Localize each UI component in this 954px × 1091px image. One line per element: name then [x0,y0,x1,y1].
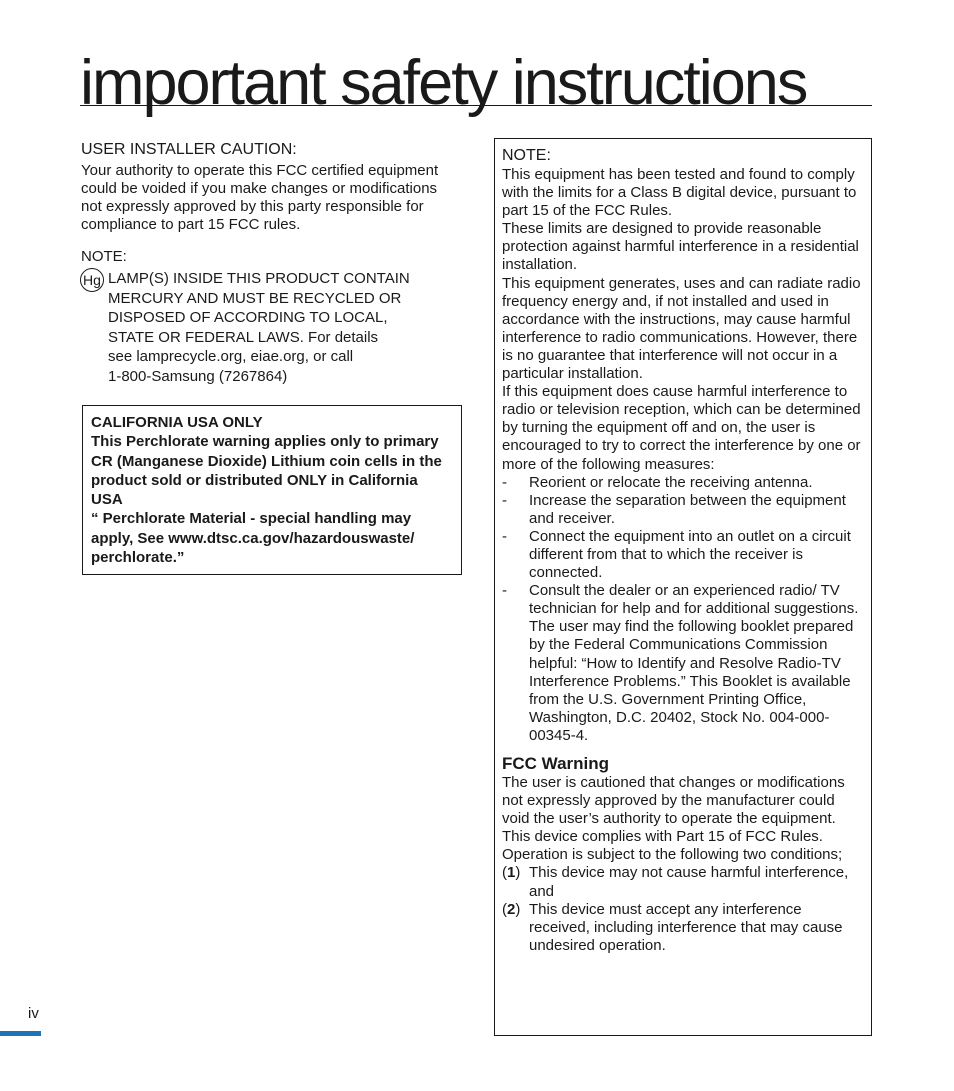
left-column [81,140,461,386]
measure-text: Connect the equipment into an outlet on a circuit different from that to which the receiver is connected. [529,527,851,582]
bullet-dash: - [502,491,507,509]
condition-number: (1) [502,864,521,882]
fcc-note-paragraph: This equipment has been tested and found to comply with the limits for a Class B digital device, pursuant to part 15 of the FCC Rules. [502,166,857,220]
california-heading: CALIFORNIA USA ONLY [91,414,263,431]
perchlorate-material-text: “ Perchlorate Material - special handling may apply, See www.dtsc.ca.gov/hazardouswaste/ perchlorate.” [91,510,415,567]
interference-measures-list [502,474,864,745]
california-perchlorate-box [82,405,462,575]
condition-number: (2) [502,900,521,918]
installer-caution-text: Your authority to operate this FCC certified equipment could be voided if you make changes or modifications not expressly approved by this party responsible for compliance to part 15 FCC rules. [81,162,439,233]
list-item [502,528,864,582]
mercury-notice-line: see lamprecycle.org, eiae.org, or call [108,348,354,365]
mercury-notice-line: MERCURY AND MUST BE RECYCLED OR [108,289,402,307]
fcc-warning-paragraph: The user is cautioned that changes or modifications not expressly approved by the manufacturer could void the user’s authority to operate the equipment. [502,774,845,828]
installer-caution-heading: USER INSTALLER CAUTION: [81,141,297,158]
fcc-note-paragraph: These limits are designed to provide reasonable protection against harmful interference in a residential installation. [502,220,859,274]
measure-text: Increase the separation between the equipment and receiver. [529,491,846,527]
fcc-note-label: NOTE: [502,147,551,164]
page-title: important safety instructions [80,48,807,118]
mercury-notice [81,269,461,386]
bullet-dash: - [502,527,507,545]
fcc-conditions-list [502,864,864,954]
list-item [502,474,864,492]
fcc-warning-paragraph: This device complies with Part 15 of FCC Rules. Operation is subject to the following two conditions; [502,828,843,864]
page-number-accent-bar [0,1031,41,1036]
list-item [502,492,864,528]
mercury-notice-line: STATE OR FEDERAL LAWS. For details [108,328,379,346]
hg-mercury-icon: Hg [80,268,104,292]
fcc-note-paragraph: This equipment generates, uses and can radiate radio frequency energy and, if not installed and used in accordance with the instructions, may cause harmful interference to radio communications. However, there is no guarantee that interference will not occur in a particular installation. [502,274,861,383]
fcc-note-paragraph: If this equipment does cause harmful interference to radio or television reception, which can be determined by turning the equipment off and on, the user is encouraged to try to correct the interference by one or more of the following measures: [502,383,861,473]
perchlorate-warning-text: This Perchlorate warning applies only to primary CR (Manganese Dioxide) Lithium coin cells in the product sold or distributed ONLY in California USA [91,433,442,509]
lamp-note-label: NOTE: [81,248,127,265]
condition-text: This device may not cause harmful interference, and [529,864,849,900]
list-item [502,864,864,900]
title-rule [80,105,872,106]
fcc-warning-heading: FCC Warning [502,754,610,773]
bullet-dash: - [502,473,507,491]
mercury-notice-line: DISPOSED OF ACCORDING TO LOCAL, [108,309,388,326]
fcc-note-box [494,138,872,1036]
mercury-notice-line: 1-800-Samsung (7267864) [108,367,288,385]
page-number: iv [28,1005,39,1022]
mercury-notice-line: LAMP(S) INSIDE THIS PRODUCT CONTAIN [108,270,410,287]
condition-text: This device must accept any interference received, including interference that may cause undesired operation. [529,900,843,954]
measure-text: Reorient or relocate the receiving antenna. [529,473,813,491]
bullet-dash: - [502,582,507,600]
list-item [502,582,864,745]
list-item [502,901,864,955]
measure-text: Consult the dealer or an experienced radio/ TV technician for help and for additional suggestions. The user may find the following booklet prepared by the Federal Communications Commission helpful: “How to Identify and Resolve Radio-TV Interference Problems.” This Booklet is available from the U.S. Government Printing Office, Washington, D.C. 20402, Stock No. 004-000-00345-4. [529,582,859,744]
